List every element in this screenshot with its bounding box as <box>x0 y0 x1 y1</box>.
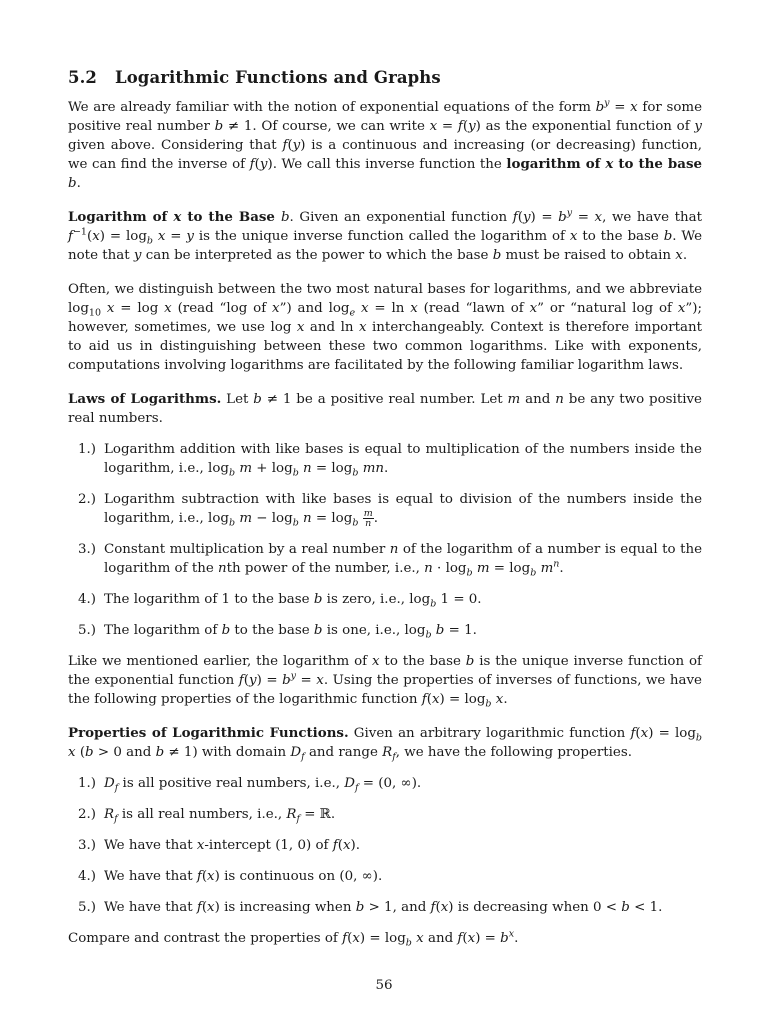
section-title: Logarithmic Functions and Graphs <box>115 68 441 87</box>
bases-text: (read “lawn of <box>417 301 530 316</box>
list-item: 2.) $R_f$ is all real numbers, i.e., $R_f$ = ℝ. <box>78 807 336 825</box>
list-marker: 2.) <box>78 492 97 507</box>
list-marker: 4.) <box>78 592 97 607</box>
bases-text: ”); however, sometimes, we use <box>68 301 702 335</box>
properties-text: ) with domain <box>192 745 291 760</box>
properties-list <box>68 774 702 917</box>
laws-text: be a positive real number. Let <box>291 392 508 407</box>
properties-text: , we have the following properties. <box>395 745 632 760</box>
intro-text: . <box>76 176 81 191</box>
intro-text: as the exponential function of <box>480 119 695 134</box>
list-item: 1.) Logarithm addition with like bases is equal to multiplication of the numbers inside the logarithm, i.e., $\log_b m + \log_b n = \log_b$ mn. <box>78 442 702 479</box>
list-item-text: Logarithm subtraction with like bases is equal to division of the numbers inside the logarithm, i.e., <box>104 492 702 526</box>
definition-text: . We note that <box>68 229 703 263</box>
intro-text: is a continuous and increasing (or decreasing) function, we can find the inverse of <box>68 138 702 172</box>
definition-text: to the base <box>577 229 664 244</box>
intro-text: given above. Considering that <box>68 138 283 153</box>
bases-text: (read “log of <box>171 301 273 316</box>
intro-bold: logarithm of <box>506 156 606 172</box>
bases-text: Often, we distinguish between the two most natural bases for logarithms, and we abbreviate <box>68 282 702 297</box>
list-item: 3.) We have that x-intercept (1, 0) of f(x). <box>78 838 360 853</box>
laws-list <box>68 440 702 640</box>
list-item-text: of the logarithm of a number is equal to the logarithm of the <box>104 542 702 576</box>
definition-lead: Logarithm of x to the Base <box>68 209 281 225</box>
list-item-text: th power of the number, i.e., <box>226 561 425 576</box>
list-item-text: We have that <box>104 869 197 884</box>
list-item: 2.) Logarithm subtraction with like bases is equal to division of the numbers inside the logarithm, i.e., $\log_b m - \log_b n = \log_b$ $\frac{m}{n}$ . <box>78 492 702 529</box>
document-page <box>68 66 702 963</box>
closing-text: and <box>423 931 458 946</box>
bases-text: ”) and <box>279 301 329 316</box>
list-marker: 5.) <box>78 623 97 638</box>
intro-text: for some positive real number <box>68 100 703 134</box>
list-item-text: We have that <box>104 900 197 915</box>
properties-paragraph: Properties of Logarithmic Functions. Given an arbitrary logarithmic function $f(x) = \log_b x$ (b > 0 and b ≠ 1) with domain $D_f$ and range $R_f$, we have the following properties. <box>68 725 702 763</box>
properties-text: Given an arbitrary logarithmic function <box>348 726 631 741</box>
inverse-text: to the base <box>379 654 466 669</box>
bases-paragraph: Often, we distinguish between the two most natural bases for logarithms, and we abbreviate $\log_{10} x = \log x$ (read “log of x”) and $\log_e x = \ln x$ (read “lawn of x” or “natural log of x”); however, sometimes, we use log x and ln x interchangeably. Context is therefore important to aid us in distinguishing between these two common logarithms. Like with exponents, computations involving logarithms are facilitated by the following familiar logarithm laws. <box>68 282 702 373</box>
inverse-text: is the unique inverse function of the exponential function <box>68 654 702 688</box>
list-item-text: Logarithm addition with like bases is equal to multiplication of the numbers inside the logarithm, i.e., <box>104 442 702 476</box>
laws-lead: Laws of Logarithms. <box>68 391 222 407</box>
section-number: 5.2 <box>68 68 98 87</box>
list-item-text: to the base <box>230 623 314 638</box>
laws-text: Let <box>221 392 254 407</box>
intro-text: We are already familiar with the notion of exponential equations of the form <box>68 100 596 115</box>
list-item-text: -intercept <box>204 838 276 853</box>
section-heading <box>68 66 702 90</box>
list-marker: 4.) <box>78 869 97 884</box>
fraction: $\frac{m}{n}$ <box>363 508 373 529</box>
definition-text: , we have that <box>602 210 702 225</box>
properties-text: and <box>121 745 156 760</box>
properties-text: and range <box>304 745 383 760</box>
list-marker: 1.) <box>78 776 97 791</box>
definition-text: . <box>682 248 688 263</box>
definition-text: must be raised to obtain <box>501 248 676 263</box>
intro-text: . Of course, we can write <box>252 119 430 134</box>
closing-text: Compare and contrast the properties of <box>68 931 343 946</box>
definition-text: . Given an exponential function <box>289 210 513 225</box>
definition-lead-text: to the Base <box>181 209 281 225</box>
definition-lead-text: Logarithm of <box>68 209 174 225</box>
laws-text: be any two positive real numbers. <box>68 392 702 426</box>
bases-text: interchangeably. Context is therefore important to aid us in distinguishing between these two common logarithms. Like with exponents, computations involving logarithms are facilitated by the following familiar logarithm laws. <box>68 320 702 373</box>
list-item-text: of <box>311 838 333 853</box>
list-item-text: is continuous on <box>219 869 340 884</box>
laws-text: and <box>520 392 556 407</box>
list-item-text: is zero, i.e., <box>322 592 410 607</box>
bases-text: and <box>304 320 341 335</box>
intro-paragraph: We are already familiar with the notion of exponential equations of the form $b^y = x$ for some positive real number b ≠ 1. Of course, we can write x = f(y) as the exponential function of y given above. Considering that f(y) is a continuous and increasing (or decreasing) function, we can find the inverse of f(y). We call this inverse function the logarithm of x to the base b. <box>68 97 703 191</box>
list-item-text: The logarithm of 1 to the base <box>104 592 314 607</box>
bases-text: ” or “natural log of <box>537 301 678 316</box>
list-item-text: is all positive real numbers, i.e., <box>118 776 345 791</box>
list-item-text: is increasing when <box>219 900 356 915</box>
list-item: 5.) We have that f(x) is increasing when b > 1, and f(x) is decreasing when 0 < b < 1. <box>78 900 663 915</box>
inverse-text: Like we mentioned earlier, the logarithm of <box>68 654 372 669</box>
definition-paragraph: Logarithm of x to the Base b. Given an exponential function $f(y) = b^y = x$, we have that $f^{-1}(x) = \log_b x = y$ is the unique inverse function called the logarithm of x to the base b. We note that y can be interpreted as the power to which the base b must be raised to obtain x. <box>68 207 703 263</box>
list-item: 3.) Constant multiplication by a real number n of the logarithm of a number is equal to the logarithm of the nth power of the number, i.e., $n \cdot \log_b m = \log_b m^n$. <box>78 542 702 579</box>
list-item-text: , and <box>392 900 431 915</box>
list-item-text: The logarithm of <box>104 623 222 638</box>
list-item: 5.) The logarithm of b to the base b is one, i.e., $\log_b b = 1$. <box>78 623 477 641</box>
inverse-text: . Using the properties of inverses of functions, we have the following properties of the logarithmic function <box>68 673 702 707</box>
list-item-text: is all real numbers, i.e., <box>117 807 287 822</box>
list-item: 4.) We have that f(x) is continuous on (0, ∞). <box>78 869 383 884</box>
intro-bold: to the base <box>613 156 702 172</box>
list-marker: 1.) <box>78 442 97 457</box>
list-item: 1.) $D_f$ is all positive real numbers, i.e., $D_f = (0$, ∞). <box>78 776 422 794</box>
list-marker: 5.) <box>78 900 97 915</box>
page-number: 56 <box>375 978 393 993</box>
inverse-paragraph: Like we mentioned earlier, the logarithm of x to the base b is the unique inverse function of the exponential function $f(y) = b^y = x$. Using the properties of inverses of functions, we have the following properties of the logarithmic function $f(x) = \log_b x$. <box>68 654 702 710</box>
list-item-text: We have that <box>104 838 197 853</box>
laws-paragraph: Laws of Logarithms. Let b ≠ 1 be a positive real number. Let m and n be any two positive real numbers. <box>68 391 702 426</box>
list-marker: 3.) <box>78 838 97 853</box>
list-item-text: Constant multiplication by a real number <box>104 542 390 557</box>
list-item-text: is decreasing when <box>453 900 594 915</box>
definition-text: can be interpreted as the power to which the base <box>141 248 493 263</box>
definition-text: is the unique inverse function called the logarithm of <box>193 229 570 244</box>
intro-text: . We call this inverse function the <box>272 157 507 172</box>
list-marker: 2.) <box>78 807 97 822</box>
list-marker: 3.) <box>78 542 97 557</box>
closing-paragraph: Compare and contrast the properties of $f(x) = \log_b x$ and $f(x) = b^x$. <box>68 928 519 949</box>
list-item: 4.) The logarithm of 1 to the base b is zero, i.e., $\log_b 1 = 0$. <box>78 592 482 610</box>
list-item-text: is one, i.e., <box>322 623 405 638</box>
properties-lead: Properties of Logarithmic Functions. <box>68 725 349 741</box>
